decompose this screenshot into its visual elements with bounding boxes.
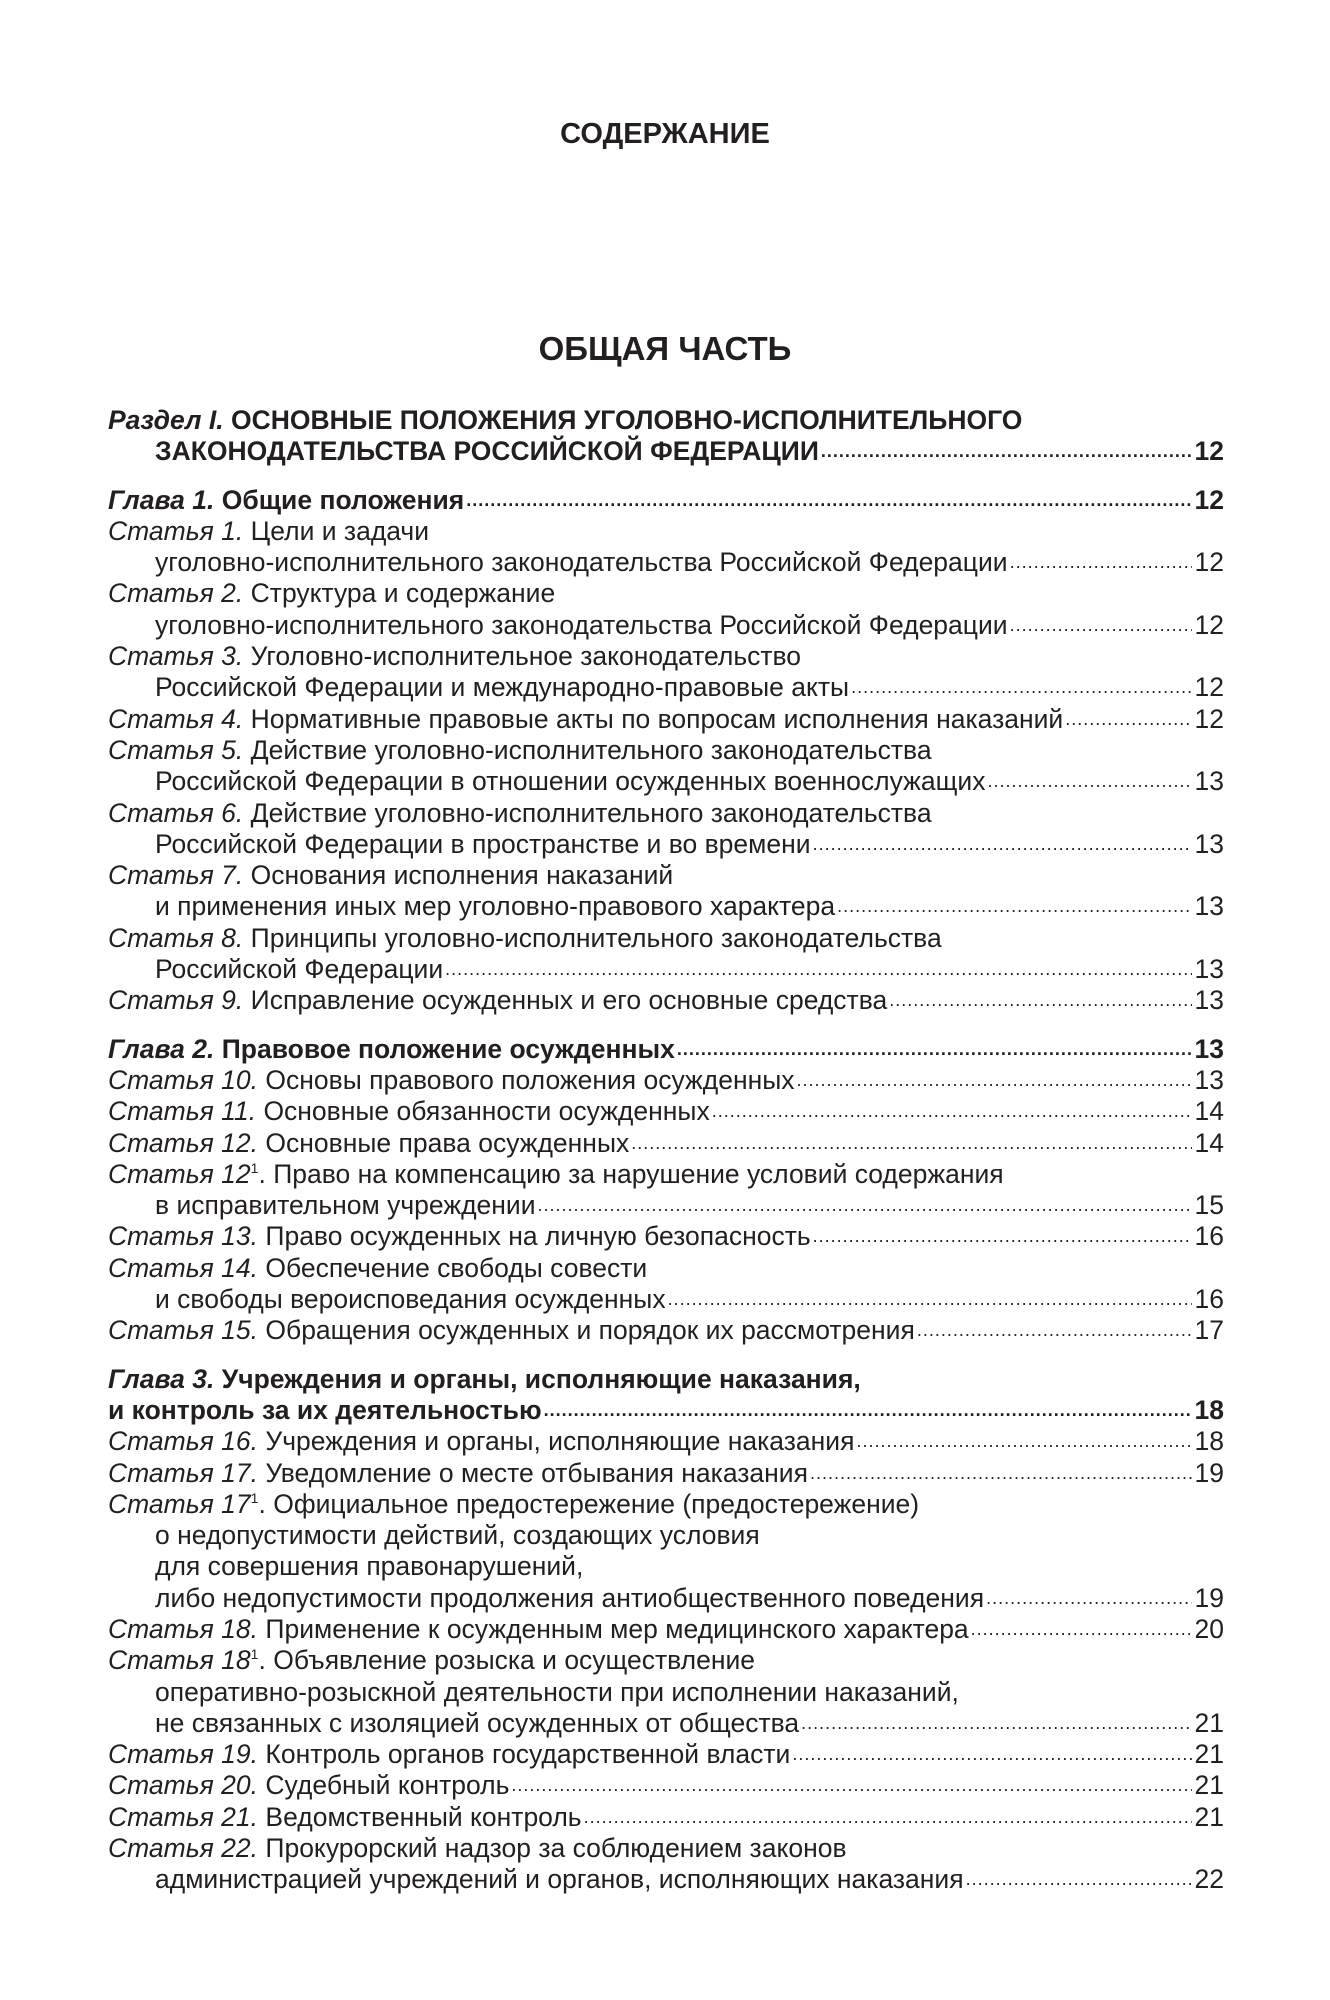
toc-article-entry[interactable] [108,1159,1224,1222]
entry-title: Контроль органов государственной власти [265,1739,791,1770]
toc-line [108,891,1224,922]
toc-line-text [155,1864,964,1895]
toc-article-entry[interactable] [108,641,1224,704]
entry-title: Применение к осужденным мер медицинского характера [265,1613,969,1644]
toc-group [108,1034,1224,1347]
entry-title: Цели и задачи [250,515,430,546]
leader-dots [811,1221,1192,1252]
toc-group [108,1364,1224,1896]
page-number[interactable]: 13 [1194,954,1224,985]
entry-title: Ведомственный контроль [265,1801,582,1832]
toc-line [108,1315,1224,1346]
toc-article-entry[interactable] [108,1614,1224,1645]
toc-line-text [108,1458,808,1489]
entry-title: Право на компенсацию за нарушение условий содержания [273,1158,1004,1189]
leader-dots [795,1065,1192,1096]
toc-line [108,1833,1224,1864]
toc-group [108,485,1224,1017]
entry-number: Статья 12 [108,1158,251,1189]
toc-line-text [108,641,801,672]
toc-line-text [108,1739,790,1770]
entry-title: и свободы вероисповедания осужденных [155,1284,666,1315]
toc-line [108,1221,1224,1252]
toc-line-text [155,1583,984,1614]
entry-title: Основные обязанности осужденных [263,1096,710,1127]
entry-title: Основные права осужденных [265,1127,630,1158]
toc-article-entry[interactable] [108,1065,1224,1096]
toc-line [108,1708,1224,1739]
leader-dots [887,985,1191,1016]
page-number[interactable]: 13 [1194,985,1224,1016]
toc-line [108,1802,1224,1833]
toc-line-text [108,1034,675,1065]
leader-dots [964,1864,1192,1895]
toc-line-text [108,405,1022,436]
toc-line [108,547,1224,578]
leader-dots [849,672,1191,703]
entry-number: Статья 19. [108,1739,259,1770]
toc-line [108,1614,1224,1645]
toc-line-text [155,1520,760,1551]
entry-title: Общие положения [221,484,465,515]
toc-line-text [155,1284,666,1315]
toc-article-entry[interactable] [108,1221,1224,1252]
toc-article-entry[interactable] [108,1096,1224,1127]
entry-title: и контроль за их деятельностью [108,1394,542,1425]
toc-line-text [155,1551,583,1582]
superscript: 1 [250,1646,259,1663]
toc-line-text [108,704,1063,735]
page-number[interactable]: 17 [1194,1315,1224,1346]
entry-title: уголовно-исполнительного законодательства Российской Федерации [155,547,1008,578]
leader-dots [811,829,1192,860]
toc-line [108,1096,1224,1127]
toc-line [108,1034,1224,1065]
toc-line-text [155,1190,536,1221]
entry-title: Основания исполнения наказаний [250,860,674,891]
toc-line-text: Статья $17^1$. Официальное предостережение (предостережение) [108,1488,920,1519]
leader-dots [582,1802,1192,1833]
leader-dots [443,954,1191,985]
page-number[interactable]: 16 [1194,1221,1224,1252]
toc-line-text [108,798,932,829]
toc-article-entry[interactable] [108,704,1224,735]
toc-line [108,1190,1224,1221]
toc-line-text [108,923,942,954]
entry-title: Нормативные правовые акты по вопросам исполнения наказаний [250,703,1064,734]
leader-dots [984,1583,1191,1614]
entry-number: Статья 22. [108,1833,259,1864]
page-number[interactable]: 19 [1194,1582,1224,1613]
page-number[interactable]: 20 [1194,1613,1224,1644]
toc-line-text [108,1833,847,1864]
page-number[interactable]: 12 [1194,609,1224,640]
toc-line-text [108,1315,915,1346]
entry-number: Статья 8. [108,922,244,953]
entry-number: Статья 16. [108,1426,259,1457]
entry-number: Статья 15. [108,1315,259,1346]
entry-number: Статья 10. [108,1064,259,1095]
entry-number: Статья 1. [108,515,244,546]
page-number[interactable]: 14 [1194,1096,1224,1127]
entry-number: Статья 11. [108,1096,257,1127]
toc-article-entry[interactable] [108,1802,1224,1833]
entry-title: Обеспечение свободы совести [265,1252,648,1283]
toc-line [108,1426,1224,1457]
leader-dots [464,485,1191,516]
entry-number: Статья 2. [108,578,244,609]
toc-line [108,1645,1224,1676]
toc-article-entry[interactable] [108,516,1224,579]
toc-line-text [155,766,985,797]
page-number[interactable]: 21 [1194,1739,1224,1770]
leader-dots [710,1096,1192,1127]
entry-title: Официальное предостережение (предостережение) [273,1488,920,1519]
entry-number: Статья 17 [108,1488,251,1519]
entry-title: не связанных с изоляцией осужденных от общества [155,1707,800,1738]
toc-article-entry[interactable] [108,1315,1224,1346]
toc-article-entry[interactable] [108,1253,1224,1316]
page-number[interactable]: 13 [1194,891,1224,922]
entry-title: Уведомление о месте отбывания наказания [265,1457,808,1488]
toc-line [108,1583,1224,1614]
leader-dots [666,1284,1192,1315]
toc-line-text [108,1802,582,1833]
entry-number: Глава 1. [108,484,215,515]
entry-title: ОСНОВНЫЕ ПОЛОЖЕНИЯ УГОЛОВНО-ИСПОЛНИТЕЛЬНОГО [230,405,1023,435]
entry-title: Российской Федерации [155,954,444,985]
entry-number: Статья 4. [108,703,244,734]
toc-line [108,1253,1224,1284]
entry-title: Учреждения и органы, исполняющие наказания [265,1426,855,1457]
toc-heading-entry[interactable] [108,405,1224,468]
toc-line-text [108,1770,509,1801]
entry-number: Статья 5. [108,734,244,765]
leader-dots [808,1458,1192,1489]
toc-group [108,405,1224,468]
toc-line [108,1489,1224,1520]
entry-title: либо недопустимости продолжения антиобщественного поведения [155,1582,985,1613]
page-number[interactable]: 13 [1194,1033,1224,1064]
toc-line-text [108,1364,861,1395]
toc-line-text [155,1708,799,1739]
page-number[interactable]: 22 [1194,1864,1224,1895]
toc-article-entry[interactable] [108,735,1224,798]
toc-line-text [108,1065,795,1096]
toc-line-text [108,860,673,891]
page-number[interactable]: 19 [1194,1457,1224,1488]
page-title: СОДЕРЖАНИЕ [560,118,770,150]
entry-title: уголовно-исполнительного законодательства Российской Федерации [155,609,1008,640]
entry-title: оперативно-розыскной деятельности при исполнении наказаний, [155,1676,959,1707]
toc-line [108,1739,1224,1770]
toc-line-text [108,1426,854,1457]
toc-line-text [108,735,932,766]
toc-line [108,1128,1224,1159]
page-number[interactable]: 13 [1194,766,1224,797]
toc-line-text [155,1677,959,1708]
leader-dots [790,1739,1191,1770]
toc-line [108,1551,1224,1582]
entry-number: Статья 14. [108,1252,259,1283]
page-number[interactable]: 12 [1194,547,1224,578]
superscript: 1 [250,1160,259,1176]
toc-line-text [108,1128,629,1159]
superscript: 1 [250,1489,259,1506]
entry-number: Статья 18. [108,1613,259,1644]
toc-article-entry[interactable] [108,1833,1224,1896]
toc-line-text [108,1221,811,1252]
entry-number: Статья 3. [108,641,244,672]
toc-line [108,923,1224,954]
leader-dots [915,1315,1192,1346]
toc-line [108,954,1224,985]
page-number[interactable]: 12 [1194,484,1224,515]
toc-line [108,860,1224,891]
entry-number: Статья 6. [108,797,244,828]
toc-article-entry[interactable] [108,923,1224,986]
entry-title: Прокурорский надзор за соблюдением законов [265,1833,847,1864]
toc-line [108,436,1224,467]
toc-line-text [108,578,555,609]
table-of-contents [108,405,1224,1913]
entry-number: Статья 12. [108,1127,259,1158]
entry-number: Глава 3. [108,1363,215,1394]
toc-line [108,798,1224,829]
leader-dots [799,1708,1191,1739]
entry-title: Исправление осужденных и его основные средства [250,985,888,1016]
entry-title: о недопустимости действий, создающих условия [155,1520,760,1551]
entry-title: и применения иных мер уголовно-правового характера [155,891,836,922]
part-heading: ОБЩАЯ ЧАСТЬ [538,330,792,367]
entry-number: Глава 2. [108,1033,215,1064]
entry-number: Статья 9. [108,985,244,1016]
leader-dots [509,1770,1191,1801]
leader-dots [835,891,1191,922]
page-number[interactable]: 21 [1194,1801,1224,1832]
toc-line-text [155,610,1008,641]
toc-article-entry[interactable] [108,1645,1224,1739]
leader-dots [1008,610,1192,641]
toc-article-entry[interactable] [108,985,1224,1016]
page-number[interactable]: 12 [1194,703,1224,734]
page-number[interactable]: 15 [1194,1190,1224,1221]
entry-title: Российской Федерации и международно-правовые акты [155,672,850,703]
entry-number: Раздел I. [108,405,224,435]
toc-line-text [108,985,887,1016]
toc-line-text [108,485,464,516]
page-number[interactable]: 13 [1194,1064,1224,1095]
page-number[interactable]: 12 [1194,436,1224,467]
entry-title: Действие уголовно-исполнительного законодательства [250,797,932,828]
entry-title: Основы правового положения осужденных [265,1064,795,1095]
toc-line-text [155,829,811,860]
entry-number: Статья 13. [108,1221,259,1252]
leader-dots [1008,547,1192,578]
toc-article-entry[interactable] [108,1770,1224,1801]
toc-line-text: Статья $18^1$. Объявление розыска и осуществление [108,1645,756,1676]
entry-title: Учреждения и органы, исполняющие наказания, [221,1363,861,1394]
toc-line-text [108,1395,542,1426]
toc-article-entry[interactable] [108,578,1224,641]
entry-number: Статья 18 [108,1645,251,1676]
entry-title: Правовое положение осужденных [221,1033,675,1064]
toc-line [108,1864,1224,1895]
toc-line-text [108,1614,969,1645]
entry-title: Принципы уголовно-исполнительного законодательства [250,922,942,953]
toc-line [108,578,1224,609]
leader-dots [675,1034,1192,1065]
entry-title: администрацией учреждений и органов, исполняющих наказания [155,1864,964,1895]
page-number[interactable]: 21 [1194,1770,1224,1801]
toc-article-entry[interactable] [108,798,1224,861]
page-number[interactable]: 16 [1194,1284,1224,1315]
toc-line-text [155,954,443,985]
toc-line [108,672,1224,703]
toc-article-entry[interactable] [108,1458,1224,1489]
toc-line [108,405,1224,436]
toc-line-text [155,672,849,703]
toc-line [108,485,1224,516]
toc-line-text [108,1096,710,1127]
toc-line-text: Статья $12^1$. Право на компенсацию за нарушение условий содержания [108,1158,1004,1189]
toc-line [108,1364,1224,1395]
entry-number: Статья 20. [108,1770,259,1801]
toc-line [108,829,1224,860]
toc-line [108,516,1224,547]
entry-title: для совершения правонарушений, [155,1551,584,1582]
entry-title: Действие уголовно-исполнительного законодательства [250,734,932,765]
entry-title: Уголовно-исполнительное законодательство [250,641,802,672]
leader-dots [819,436,1192,467]
toc-article-entry[interactable] [108,1426,1224,1457]
toc-heading-entry[interactable] [108,485,1224,516]
entry-title: Обращения осужденных и порядок их рассмотрения [265,1315,915,1346]
toc-line [108,985,1224,1016]
leader-dots [969,1614,1192,1645]
toc-article-entry[interactable] [108,1739,1224,1770]
toc-line [108,704,1224,735]
page-number[interactable]: 18 [1194,1394,1224,1425]
entry-title: Российской Федерации в отношении осужденных военнослужащих [155,766,986,797]
toc-article-entry[interactable] [108,1128,1224,1159]
entry-number: Статья 17. [108,1457,259,1488]
leader-dots [985,766,1191,797]
toc-article-entry[interactable] [108,860,1224,923]
toc-line [108,735,1224,766]
toc-line [108,1770,1224,1801]
toc-line [108,1284,1224,1315]
entry-title: Судебный контроль [265,1770,510,1801]
toc-line [108,610,1224,641]
leader-dots [542,1395,1192,1426]
toc-line [108,1159,1224,1190]
toc-line [108,1458,1224,1489]
toc-line [108,1395,1224,1426]
toc-line-text [108,516,429,547]
toc-line [108,1520,1224,1551]
page-number[interactable]: 14 [1194,1127,1224,1158]
entry-title: Российской Федерации в пространстве и во времени [155,828,811,859]
entry-number: Статья 21. [108,1801,259,1832]
toc-line-text [108,1253,647,1284]
leader-dots [536,1190,1192,1221]
leader-dots [854,1426,1191,1457]
toc-line [108,766,1224,797]
toc-line-text [155,436,819,467]
page-number[interactable]: 18 [1194,1426,1224,1457]
page-number[interactable]: 12 [1194,672,1224,703]
toc-heading-entry[interactable] [108,1034,1224,1065]
toc-line [108,641,1224,672]
leader-dots [1063,704,1191,735]
page-number[interactable]: 21 [1194,1707,1224,1738]
toc-line-text [155,547,1008,578]
toc-article-entry[interactable] [108,1489,1224,1614]
entry-title: Объявление розыска и осуществление [273,1645,756,1676]
page-number[interactable]: 13 [1194,828,1224,859]
toc-line [108,1065,1224,1096]
entry-number: Статья 7. [108,860,244,891]
toc-line-text [155,891,835,922]
entry-title: в исправительном учреждении [155,1190,536,1221]
entry-title: Право осужденных на личную безопасность [265,1221,811,1252]
entry-title: ЗАКОНОДАТЕЛЬСТВА РОССИЙСКОЙ ФЕДЕРАЦИИ [155,436,819,467]
entry-title: Структура и содержание [250,578,556,609]
toc-heading-entry[interactable] [108,1364,1224,1427]
leader-dots [629,1128,1191,1159]
toc-line [108,1677,1224,1708]
